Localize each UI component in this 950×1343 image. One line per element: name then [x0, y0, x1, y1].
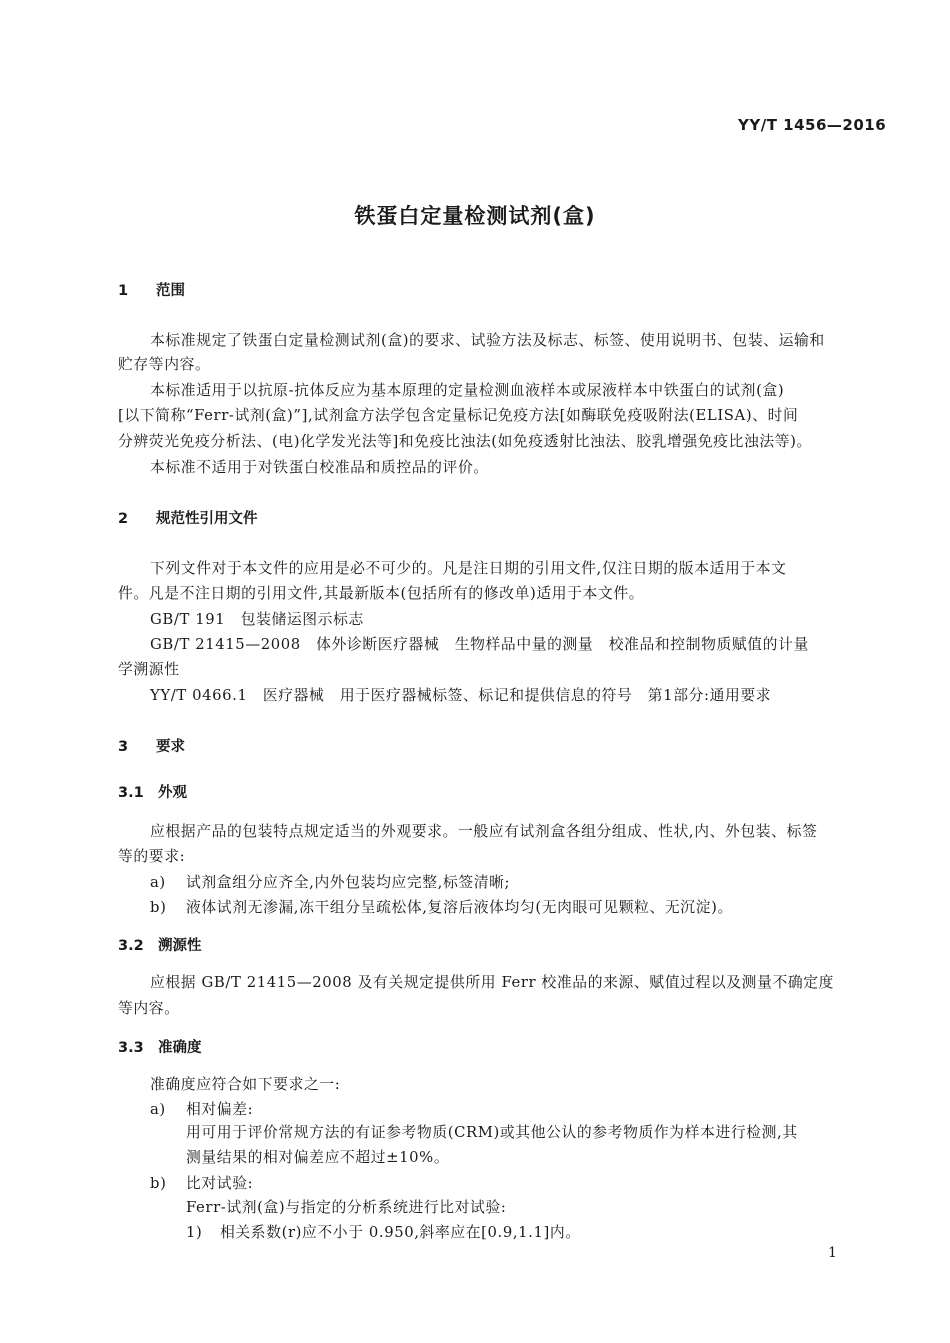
section-2-heading	[118, 507, 258, 528]
section-number: 2	[118, 511, 129, 527]
section-3-1-heading	[118, 781, 187, 802]
section-title: 外观	[158, 785, 187, 801]
paragraph-line: 用可用于评价常规方法的有证参考物质(CRM)或其他公认的参考物质作为样本进行检测,其	[186, 1124, 798, 1141]
paragraph-line: 测量结果的相对偏差应不超过±10%。	[186, 1149, 450, 1166]
list-label: a)	[150, 1101, 166, 1118]
list-text: 试剂盒组分应齐全,内外包装均应完整,标签清晰;	[186, 874, 511, 891]
standard-number: YY/T 1456—2016	[738, 116, 887, 134]
section-number: 1	[118, 283, 129, 299]
list-item	[186, 1221, 581, 1242]
section-number: 3.3	[118, 1040, 144, 1056]
section-3-2-heading	[118, 934, 202, 955]
paragraph-line: 应根据产品的包装特点规定适当的外观要求。一般应有试剂盒各组分组成、性状,内、外包装、标签	[150, 823, 818, 840]
paragraph-line: 本标准适用于以抗原-抗体反应为基本原理的定量检测血液样本或尿液样本中铁蛋白的试剂(盒)	[150, 382, 785, 399]
list-label: 1)	[186, 1224, 203, 1241]
document-title: 铁蛋白定量检测试剂(盒)	[354, 204, 596, 228]
reference-line: GB/T 21415—2008 体外诊断医疗器械 生物样品中量的测量 校准品和控制物质赋值的计量	[150, 636, 809, 653]
list-item	[150, 1098, 253, 1119]
paragraph-line: Ferr-试剂(盒)与指定的分析系统进行比对试验:	[186, 1199, 507, 1216]
list-item	[150, 1172, 253, 1193]
list-text: 比对试验:	[186, 1175, 254, 1192]
section-3-3-heading	[118, 1036, 202, 1057]
list-text: 液体试剂无渗漏,冻干组分呈疏松体,复溶后液体均匀(无肉眼可见颗粒、无沉淀)。	[186, 899, 733, 916]
section-title: 溯源性	[158, 938, 202, 954]
paragraph-line: 下列文件对于本文件的应用是必不可少的。凡是注日期的引用文件,仅注日期的版本适用于本文	[150, 560, 787, 577]
paragraph-line: 等内容。	[118, 1000, 180, 1017]
section-number: 3	[118, 739, 129, 755]
paragraph-line: 本标准不适用于对铁蛋白校准品和质控品的评价。	[150, 459, 489, 476]
list-item	[150, 896, 733, 917]
paragraph-line: 应根据 GB/T 21415—2008 及有关规定提供所用 Ferr 校准品的来源、赋值过程以及测量不确定度	[150, 974, 835, 991]
list-label: b)	[150, 899, 167, 916]
paragraph-line: [以下简称“Ferr-试剂(盒)”],试剂盒方法学包含定量标记免疫方法[如酶联免疫吸附法(ELISA)、时间	[118, 407, 799, 424]
section-title: 要求	[156, 739, 185, 755]
list-label: a)	[150, 874, 166, 891]
paragraph-line: 分辨荧光免疫分析法、(电)化学发光法等]和免疫比浊法(如免疫透射比浊法、胶乳增强免疫比浊法等)。	[118, 433, 812, 450]
list-text: 相关系数(r)应不小于 0.950,斜率应在[0.9,1.1]内。	[220, 1224, 581, 1241]
reference-line: GB/T 191 包装储运图示标志	[150, 611, 364, 628]
paragraph-line: 件。凡是不注日期的引用文件,其最新版本(包括所有的修改单)适用于本文件。	[118, 585, 645, 602]
paragraph-line: 等的要求:	[118, 848, 186, 865]
section-title: 范围	[156, 283, 185, 299]
page-number: 1	[828, 1245, 837, 1261]
paragraph-line: 本标准规定了铁蛋白定量检测试剂(盒)的要求、试验方法及标志、标签、使用说明书、包装、运输和	[150, 332, 825, 349]
section-number: 3.1	[118, 785, 144, 801]
section-number: 3.2	[118, 938, 144, 954]
list-item	[150, 871, 510, 892]
section-title: 规范性引用文件	[156, 511, 258, 527]
paragraph-line: 贮存等内容。	[118, 356, 211, 373]
list-label: b)	[150, 1175, 167, 1192]
paragraph-line: 准确度应符合如下要求之一:	[150, 1076, 341, 1093]
section-3-heading	[118, 735, 185, 756]
reference-line: 学溯源性	[118, 661, 180, 678]
reference-line: YY/T 0466.1 医疗器械 用于医疗器械标签、标记和提供信息的符号 第1部分:通用要求	[150, 687, 772, 704]
section-title: 准确度	[158, 1040, 202, 1056]
list-text: 相对偏差:	[186, 1101, 254, 1118]
section-1-heading	[118, 279, 185, 300]
